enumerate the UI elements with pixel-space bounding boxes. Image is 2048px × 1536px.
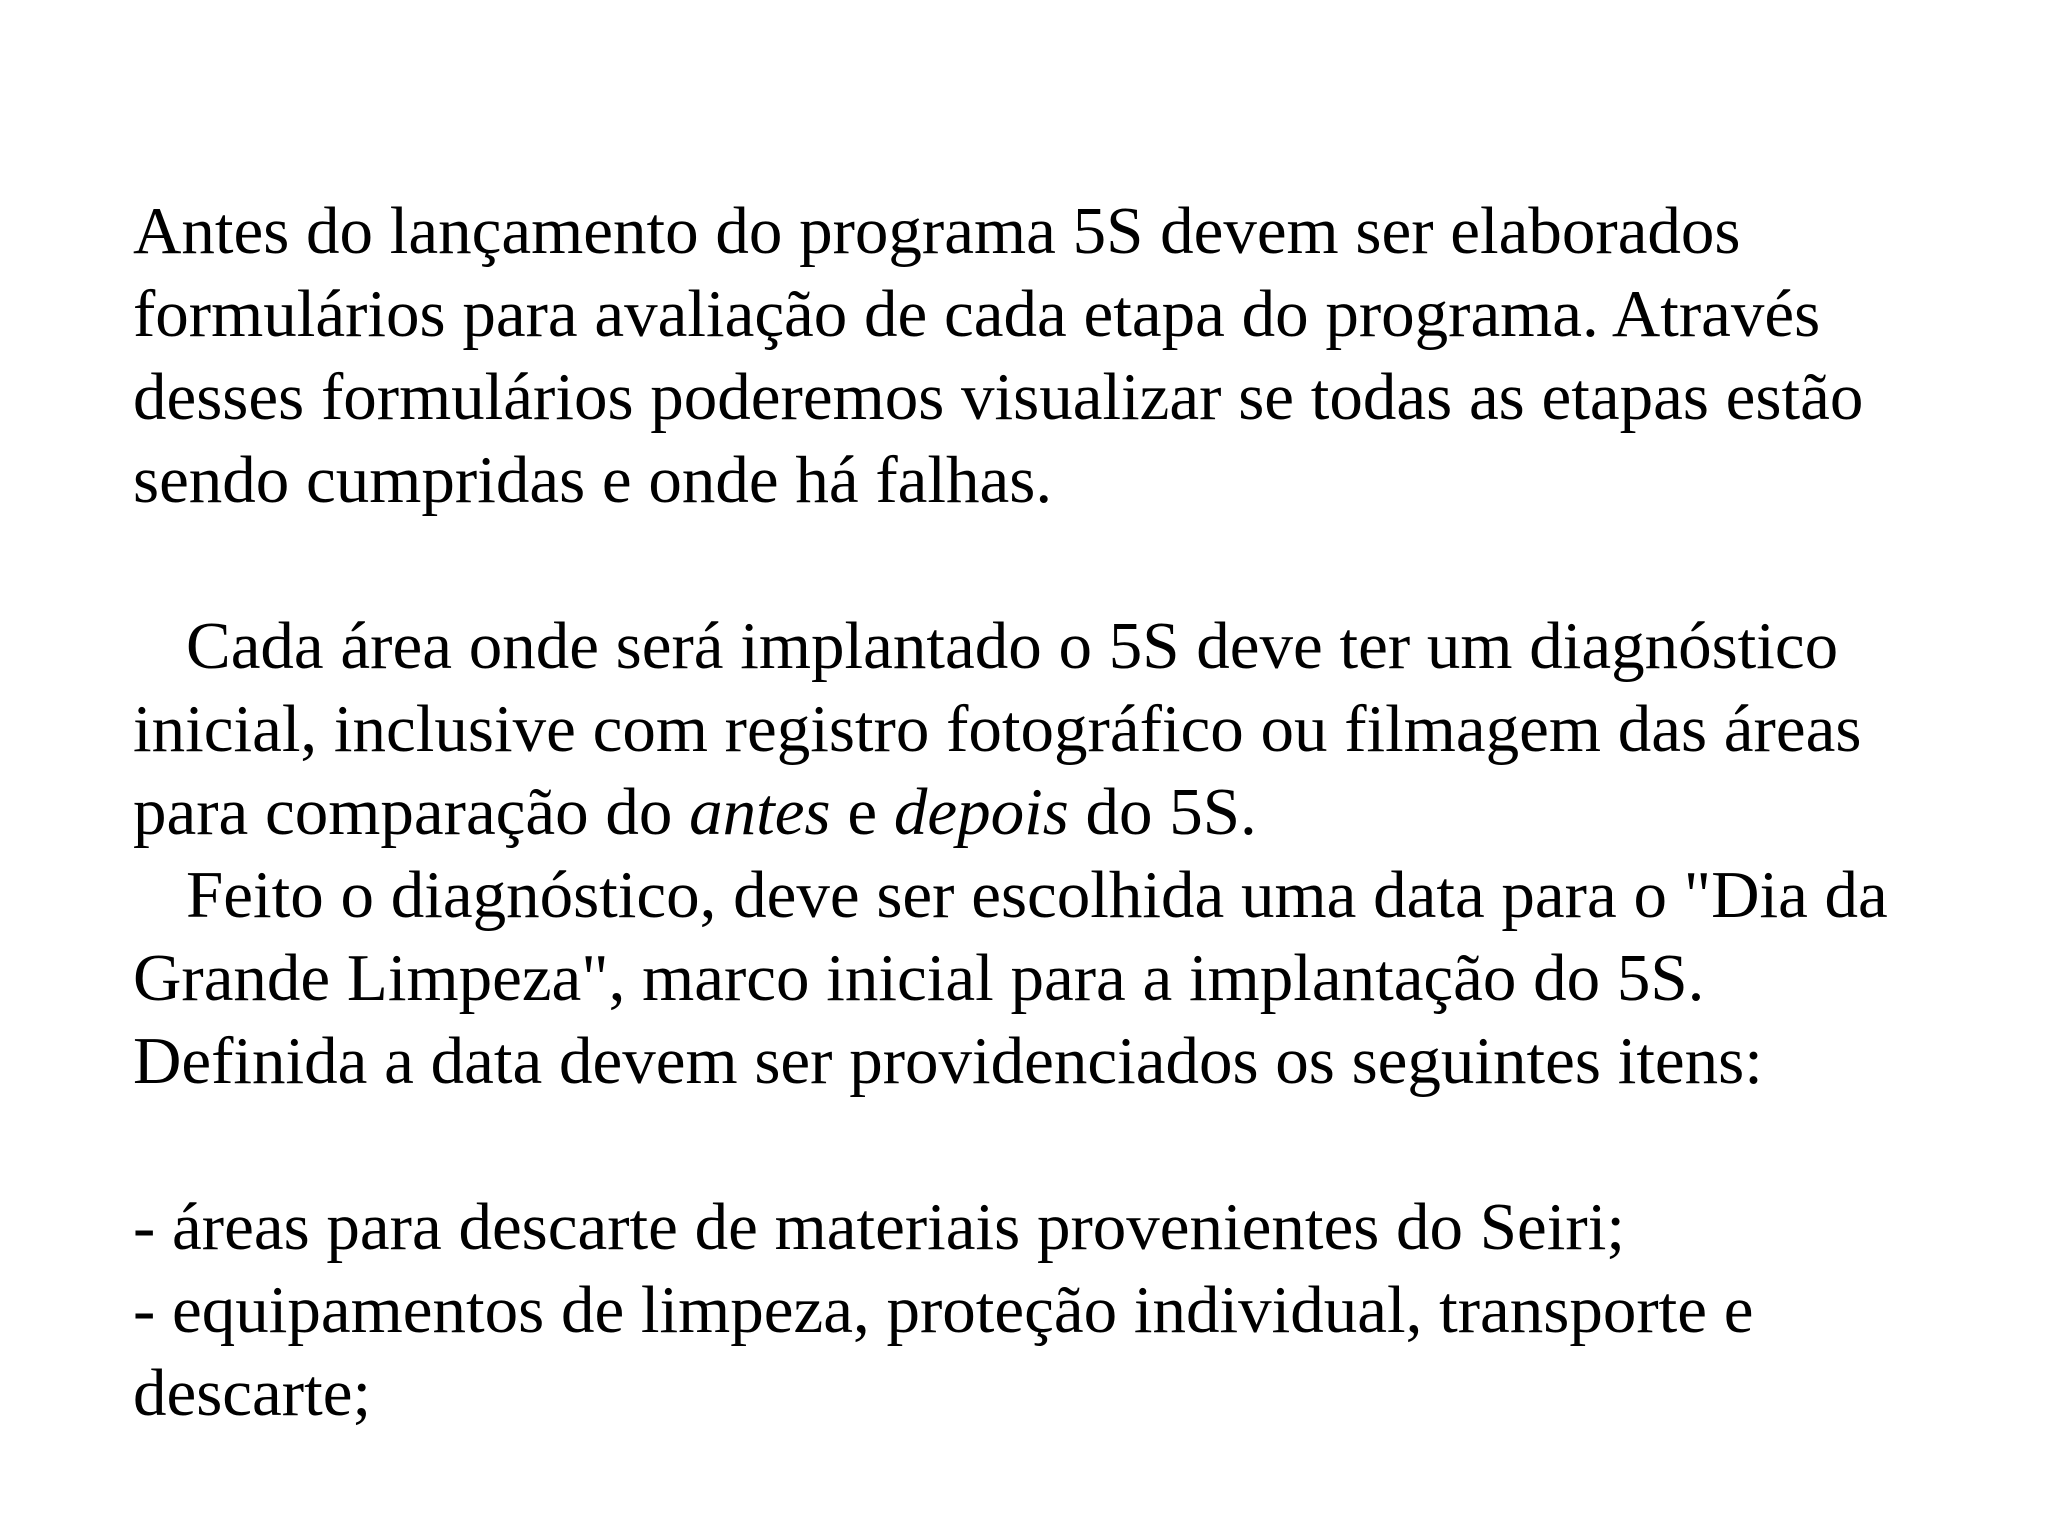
paragraph3-line: Feito o diagnóstico, deve ser escolhida uma data para o "Dia da bbox=[186, 858, 1888, 932]
paragraph2-line: Cada área onde será implantado o 5S deve ter um diagnóstico bbox=[186, 609, 1839, 683]
emphasis-antes: antes bbox=[689, 775, 831, 849]
paragraph1-line: sendo cumpridas e onde há falhas. bbox=[133, 443, 1053, 517]
paragraph-spacer bbox=[133, 522, 2013, 605]
list-item-continuation: descarte; bbox=[133, 1356, 372, 1430]
paragraph1-line: formulários para avaliação de cada etapa do programa. Através bbox=[133, 277, 1821, 351]
paragraph2-line bbox=[133, 771, 2013, 854]
paragraph3-line: Definida a data devem ser providenciados os seguintes itens: bbox=[133, 1024, 1763, 1098]
slide-text-body bbox=[133, 190, 2013, 1435]
paragraph1-line: Antes do lançamento do programa 5S devem ser elaborados bbox=[133, 194, 1741, 268]
list-item: - áreas para descarte de materiais provenientes do Seiri; bbox=[133, 1190, 1625, 1264]
paragraph2-text: para comparação do bbox=[133, 775, 690, 849]
paragraph2-text: do 5S. bbox=[1068, 775, 1257, 849]
paragraph3-line: Grande Limpeza", marco inicial para a implantação do 5S. bbox=[133, 941, 1705, 1015]
list-item: - equipamentos de limpeza, proteção individual, transporte e bbox=[133, 1273, 1754, 1347]
emphasis-depois: depois bbox=[893, 775, 1069, 849]
paragraph2-text: e bbox=[830, 775, 894, 849]
paragraph-spacer bbox=[133, 1103, 2013, 1186]
paragraph2-line: inicial, inclusive com registro fotográfico ou filmagem das áreas bbox=[133, 692, 1862, 766]
paragraph1-line: desses formulários poderemos visualizar se todas as etapas estão bbox=[133, 360, 1864, 434]
